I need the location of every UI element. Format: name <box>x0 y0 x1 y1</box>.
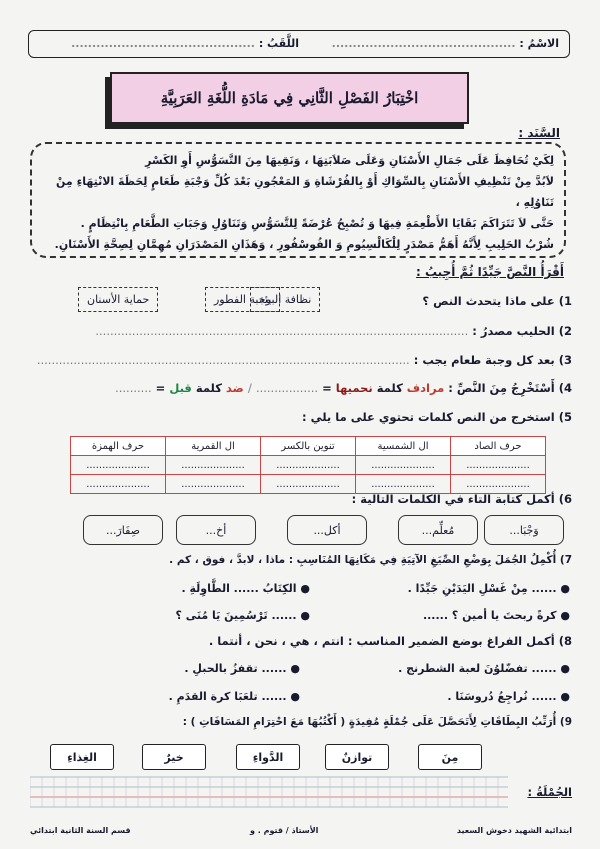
q7-item: ● الكِتَابُ ...... الطَّاوِلَةِ . <box>181 582 310 595</box>
writing-lines[interactable] <box>30 773 508 813</box>
q1-option-teeth[interactable]: حماية الأسنان <box>78 287 158 312</box>
sentence-label: الجُمْلَةُ : <box>527 785 572 799</box>
teacher-name: الأستاذ / قتوم . و <box>250 826 319 835</box>
table-cell[interactable]: .................... <box>356 475 451 494</box>
surname-label: اللَّقَبُ : ............................................ <box>71 37 299 50</box>
name-field[interactable]: ............................................ <box>331 37 516 50</box>
table-cell[interactable]: .................... <box>356 456 451 475</box>
q8-item: ● ...... تلعَبَا كرة القدَمِ . <box>168 690 300 703</box>
name-label: الاسْمُ : ............................................ <box>331 37 559 50</box>
word-card[interactable]: توازنٌ <box>325 744 389 770</box>
word-box[interactable]: مُعلِّم... <box>398 515 478 545</box>
q8-item: ● ...... نُراجِعُ دُروسَنَا . <box>447 690 570 703</box>
class-name: قسم السنة الثانية ابتدائي <box>30 826 131 835</box>
word-box[interactable]: صِفَارَ... <box>83 515 163 545</box>
question-5: 5) استخرج من النص كلمات تحتوي على ما يلي : <box>302 410 572 424</box>
name-box <box>28 30 570 58</box>
read-heading: أَقْرَأُ النَّصَّ جَيِّدًا ثُمَّ أُجِيبُ : <box>416 265 564 279</box>
passage-line: لاَبُدَّ مِنْ تَنْظِيفِ الأَسْنَانِ بِالسِّوَاكِ أَوْ بِالفُرْشَاةِ وَ المَعْجُونِ بَعْدَ كُلِّ وَجْبَةِ طَعَامٍ لِحَظَةَ الانْتِهَاءِ مِنْ تَنَاوُلِهِ ، <box>56 175 554 209</box>
letters-table <box>70 436 546 494</box>
question-6: 6) أكمل كتابة التاء في الكلمات التالية : <box>351 492 572 506</box>
q1-option-breakfast[interactable]: وجبة الفطور <box>205 287 280 312</box>
word-card[interactable]: مِنَ <box>418 744 482 770</box>
answer-line[interactable]: ...................................................................................................... <box>95 324 469 338</box>
q7-item: ● ...... مِنْ غَسْلِ اليَدَيْنِ جَيِّدًا . <box>407 582 570 595</box>
col-header: ال الشمسية <box>356 437 451 456</box>
table-cell[interactable]: .................... <box>71 475 166 494</box>
word-box[interactable]: أخ... <box>176 515 256 545</box>
reading-passage <box>30 142 566 258</box>
q1-option-environment[interactable]: نظافة البيئة <box>250 287 320 312</box>
question-7: 7) أُكْمِلُ الجُمَلَ بِوَضْعِ الصِّيَغِ الآتِيَةِ فِي مَكَانِهَا المُنَاسِبِ : ماذا ، لابدَّ ، فوق ، كم . <box>169 554 572 566</box>
question-3: 3) بعد كل وجبة طعام يجب : ...................................................................................................... <box>36 353 572 367</box>
table-cell[interactable]: .................... <box>451 475 546 494</box>
q7-item: ● ...... تَرْسُمِينَ يَا مُنَى ؟ <box>175 609 310 622</box>
answer-line[interactable]: ...................................................................................................... <box>36 353 410 367</box>
table-cell[interactable]: .................... <box>451 456 546 475</box>
sanad-label: السَّنَد : <box>518 126 560 140</box>
question-2: 2) الحليب مصدرُ : ...................................................................................................... <box>95 324 572 338</box>
table-cell[interactable]: .................... <box>166 456 261 475</box>
page-title: اخْتِبَارُ الفَصْلِ الثَّانِي فِي مَادَةِ اللُّغَةِ العَرَبِيَّةِ <box>110 72 469 124</box>
table-cell[interactable]: .................... <box>261 456 356 475</box>
passage-line: حَتَّى لاَ تَتَرَاكَمَ بَقَايَا الأَطْعِمَةِ فِيهَا وَ تُصْبِحُ عُرْضَةً لِلتَّسَوُّسِ وَتَنَاوُلِ وَجَبَاتِ الطَّعَامِ بِانْتِظَامٍ . <box>80 217 554 230</box>
question-1: 1) على ماذا يتحدث النص ؟ <box>422 294 572 308</box>
table-cell[interactable]: .................... <box>71 456 166 475</box>
passage-line: شُرْبُ الحَلِيبِ لِأَنَّهُ أَهَمُّ مَصْدَرٍ لِلْكَالْسِيُومِ وَ الفُوسْفُورِ ، وَهَذَانِ المَصْدَرَانِ مُهِمَّانِ لِصِحَّةِ الأَسْنَانِ. <box>54 238 554 251</box>
word-card[interactable]: خيرٌ <box>142 744 206 770</box>
q7-item: ● كرةً ربحتَ يا أمين ؟ ...... <box>422 609 570 622</box>
surname-field[interactable]: ............................................ <box>71 37 255 50</box>
table-cell[interactable]: .................... <box>166 475 261 494</box>
question-9: 9) أُرَتِّبُ البِطَاقَاتِ لِأَتَحَصَّلَ عَلَى جُمْلَةٍ مُفِيدَةٍ ( أَكْتُبُهَا مَعَ احْتِرَامِ المَسَافَاتِ ) : <box>182 716 572 728</box>
col-header: ال القمرية <box>166 437 261 456</box>
question-4: 4) أَسْتَخْرِجُ مِنَ النَّصِّ : مرادف كلمة نحميها = ................. / ضد كلمة قبل = .......... <box>115 381 572 395</box>
word-card[interactable]: الدَّواءِ <box>236 744 300 770</box>
col-header: حرف الصاد <box>451 437 546 456</box>
word-box[interactable]: وَجْبَا... <box>484 515 564 545</box>
question-8: 8) أكمل الفراغ بوضع الضمير المناسب : انتم ، هي ، نحن ، أنتما . <box>208 634 572 648</box>
q8-item: ● ...... تقفزُ بالحبلِ . <box>184 662 300 675</box>
passage-line: لِكَيْ تُحَافِظَ عَلَى جَمَالِ الأَسْنَانِ وَعَلَى صَلاَبَتِهَا ، وَنَقِيهَا مِنَ التَّسَوُّسِ أَوِ الكَسْرِ <box>145 154 554 167</box>
col-header: حرف الهمزة <box>71 437 166 456</box>
school-name: ابتدائية الشهيد دخوش السعيد <box>456 826 572 835</box>
table-cell[interactable]: .................... <box>261 475 356 494</box>
col-header: تنوين بالكسر <box>261 437 356 456</box>
q8-item: ● ...... تفضّلوُنَ لعبة الشطرنج . <box>398 662 570 675</box>
word-box[interactable]: أكل... <box>287 515 367 545</box>
word-card[interactable]: الغِذاءِ <box>50 744 114 770</box>
